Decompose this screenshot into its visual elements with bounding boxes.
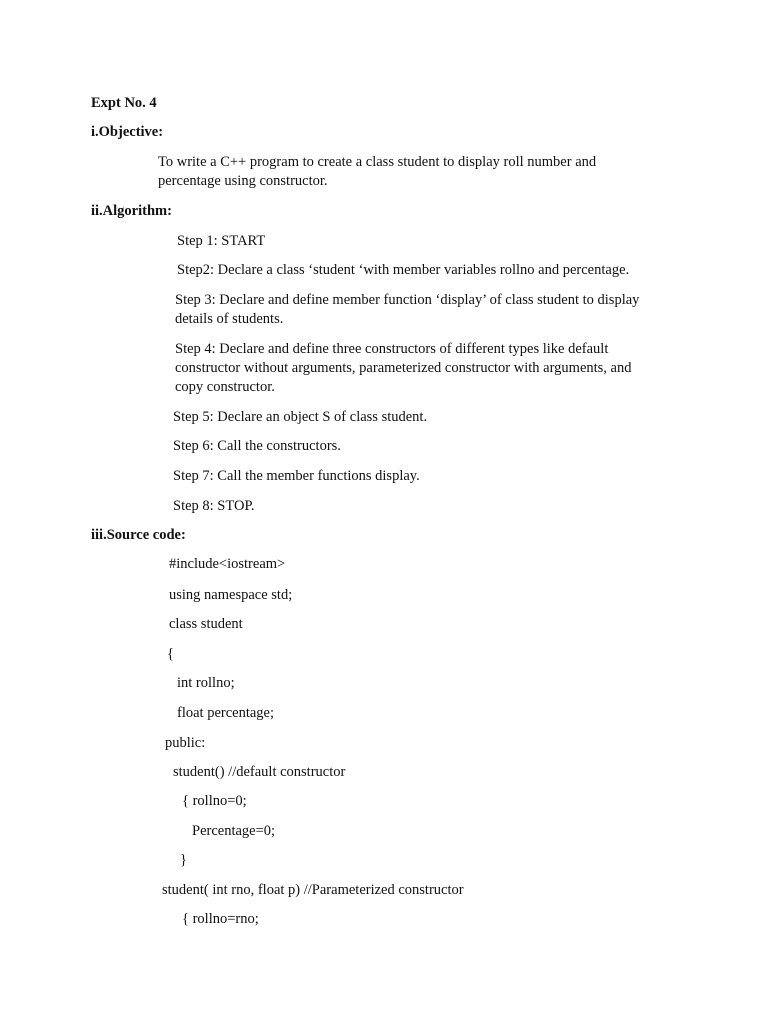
algorithm-step-3-line-2: details of students. bbox=[175, 311, 284, 327]
algorithm-step-6: Step 6: Call the constructors. bbox=[173, 438, 341, 454]
algorithm-step-5: Step 5: Declare an object S of class student. bbox=[173, 409, 428, 425]
code-line-namespace: using namespace std; bbox=[169, 587, 293, 603]
algorithm-step-7: Step 7: Call the member functions display. bbox=[173, 468, 420, 484]
code-line-public: public: bbox=[165, 735, 206, 751]
algorithm-step-4-line-2: constructor without arguments, parameterized constructor with arguments, and bbox=[175, 360, 632, 376]
code-line-include: #include<iostream> bbox=[169, 556, 286, 572]
code-line-int-rollno: int rollno; bbox=[177, 675, 235, 691]
code-line-default-constructor: student() //default constructor bbox=[173, 764, 346, 780]
code-line-percentage-zero: Percentage=0; bbox=[192, 823, 276, 839]
code-line-parameterized-constructor: student( int rno, float p) //Parameterized constructor bbox=[162, 882, 464, 898]
algorithm-step-4-line-1: Step 4: Declare and define three constructors of different types like default bbox=[175, 341, 609, 357]
code-line-float-percentage: float percentage; bbox=[177, 705, 275, 721]
algorithm-step-3-line-1: Step 3: Declare and define member function ‘display’ of class student to display bbox=[175, 292, 640, 308]
algorithm-heading: ii.Algorithm: bbox=[91, 203, 172, 219]
source-code-heading: iii.Source code: bbox=[91, 527, 186, 543]
algorithm-step-2: Step2: Declare a class ‘student ‘with member variables rollno and percentage. bbox=[177, 262, 630, 278]
algorithm-step-4-line-3: copy constructor. bbox=[175, 379, 275, 395]
code-line-rollno-zero: { rollno=0; bbox=[182, 793, 247, 809]
code-line-class: class student bbox=[169, 616, 243, 632]
code-line-close-brace: } bbox=[180, 852, 187, 868]
objective-text-line-2: percentage using constructor. bbox=[158, 173, 328, 189]
objective-text-line-1: To write a C++ program to create a class student to display roll number and bbox=[158, 154, 597, 170]
experiment-number: Expt No. 4 bbox=[91, 95, 157, 111]
code-line-open-brace: { bbox=[167, 646, 174, 662]
code-line-rollno-rno: { rollno=rno; bbox=[182, 911, 259, 927]
algorithm-step-8: Step 8: STOP. bbox=[173, 498, 255, 514]
algorithm-step-1: Step 1: START bbox=[177, 233, 266, 249]
objective-heading: i.Objective: bbox=[91, 124, 164, 140]
